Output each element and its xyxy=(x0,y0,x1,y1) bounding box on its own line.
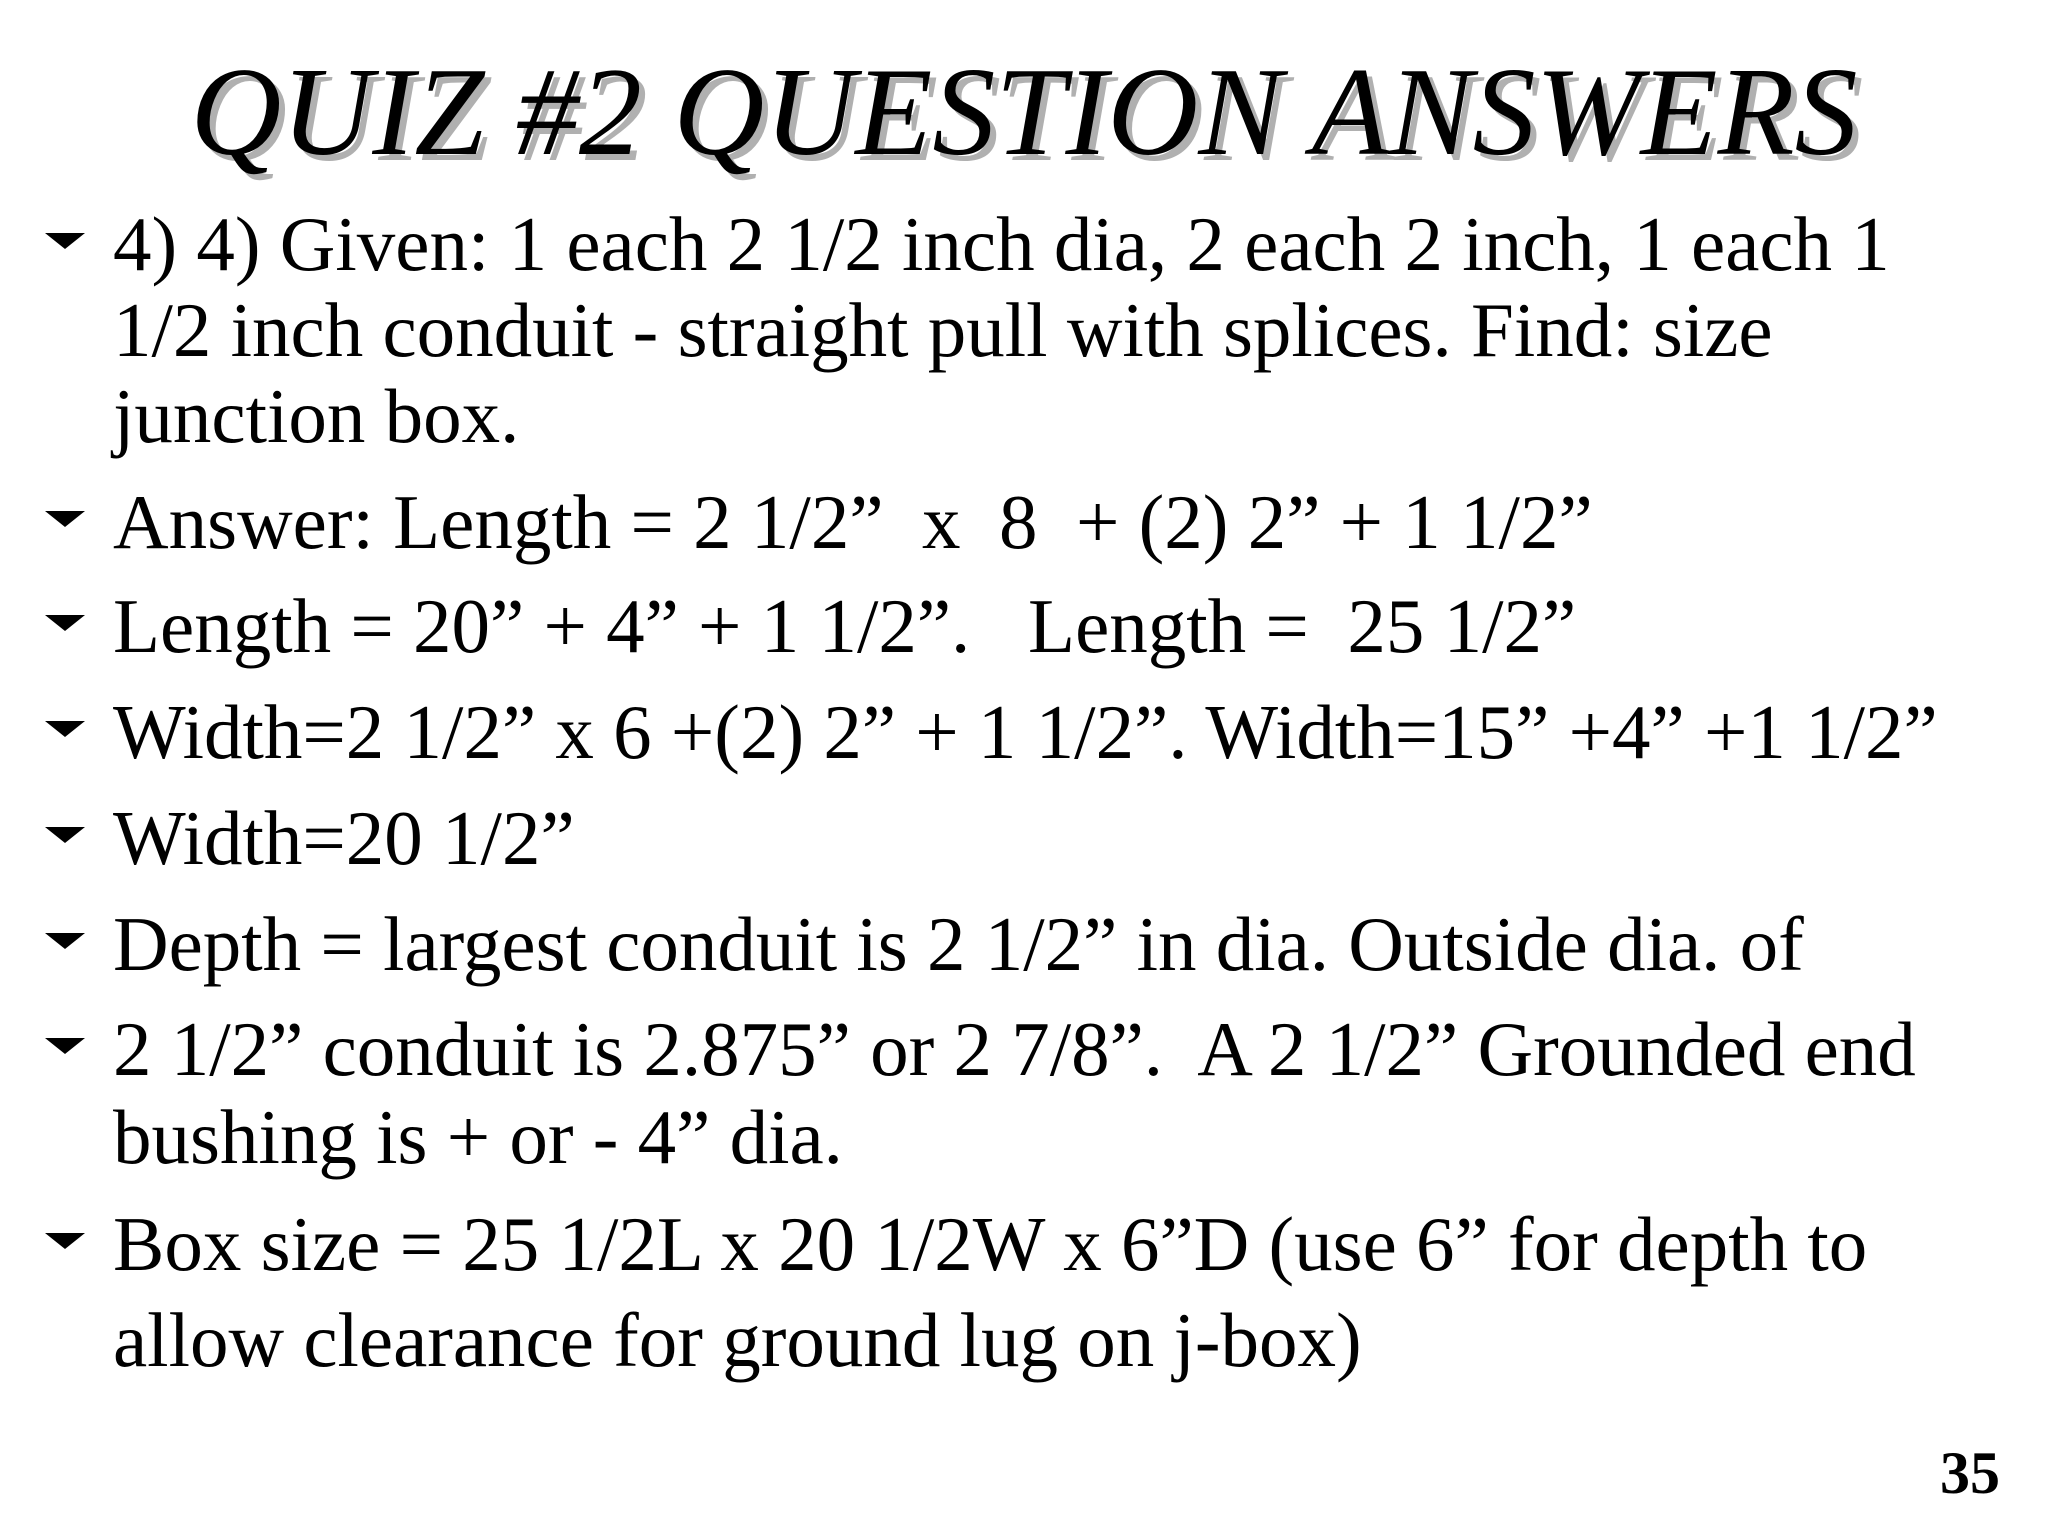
triangle-bullet-icon xyxy=(45,721,85,737)
bullet-line: Depth = largest conduit is 2 1/2” in dia. Outside dia. of xyxy=(113,901,1804,987)
triangle-bullet-icon xyxy=(45,827,85,843)
bullet-line: 4) 4) Given: 1 each 2 1/2 inch dia, 2 each 2 inch, 1 each 1 xyxy=(113,201,1890,287)
triangle-bullet-icon xyxy=(45,1233,85,1249)
triangle-bullet-icon xyxy=(45,1038,85,1054)
slide-title: QUIZ #2 QUESTION ANSWERS xyxy=(190,43,1858,182)
bullet-line: 1/2 inch conduit - straight pull with splices. Find: size xyxy=(113,287,1773,373)
page-number: 35 xyxy=(1940,1440,2000,1506)
bullet-line: Box size = 25 1/2L x 20 1/2W x 6”D (use 6” for depth to xyxy=(113,1201,1868,1287)
bullet-line: Width=2 1/2” x 6 +(2) 2” + 1 1/2”. Width=15” +4” +1 1/2” xyxy=(113,689,1938,775)
bullet-line: junction box. xyxy=(113,373,520,459)
bullet-line: allow clearance for ground lug on j-box) xyxy=(113,1297,1362,1383)
bullet-line: Length = 20” + 4” + 1 1/2”. Length = 25 1/2” xyxy=(113,583,1577,669)
bullet-line: bushing is + or - 4” dia. xyxy=(113,1094,843,1180)
triangle-bullet-icon xyxy=(45,615,85,631)
triangle-bullet-icon xyxy=(45,511,85,527)
triangle-bullet-icon xyxy=(45,233,85,249)
bullet-line: 2 1/2” conduit is 2.875” or 2 7/8”. A 2 1/2” Grounded end xyxy=(113,1006,1916,1092)
bullet-line: Answer: Length = 2 1/2” x 8 + (2) 2” + 1 1/2” xyxy=(113,479,1593,565)
triangle-bullet-icon xyxy=(45,933,85,949)
bullet-line: Width=20 1/2” xyxy=(113,795,575,881)
